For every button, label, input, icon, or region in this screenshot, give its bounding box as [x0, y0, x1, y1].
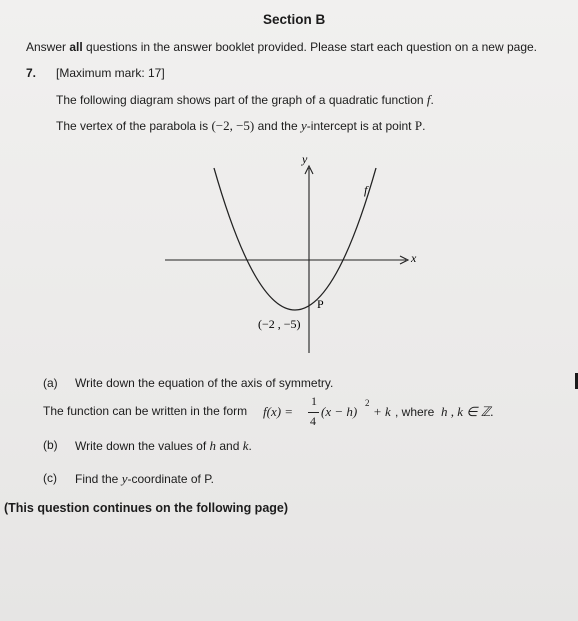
- instructions-post: questions in the answer booklet provided. Please start each question on a new page.: [82, 40, 537, 54]
- vertex-coords: (−2, −5): [211, 118, 255, 133]
- part-b-pre: Write down the values of: [75, 439, 207, 453]
- form-rhs: (x − h): [321, 404, 358, 419]
- vertex-point: P: [414, 118, 423, 133]
- fraction-bar: [308, 412, 319, 413]
- vertex-label: (−2 , −5): [258, 317, 301, 331]
- parabola-graph: [160, 148, 420, 358]
- section-title: Section B: [263, 12, 326, 27]
- part-a-label: (a): [43, 376, 58, 390]
- part-a-text: Write down the equation of the axis of symmetry.: [75, 376, 334, 390]
- part-b-h: h: [209, 438, 217, 453]
- vertex-line: The vertex of the parabola is (−2, −5) and the y-intercept is at point P.: [56, 118, 426, 133]
- part-c-post: -coordinate of P.: [127, 472, 214, 486]
- form-lhs: f(x) =: [263, 404, 294, 419]
- intro-line: The following diagram shows part of the graph of a quadratic function f.: [56, 92, 434, 107]
- part-c-label: (c): [43, 471, 57, 485]
- x-axis-label: x: [411, 251, 417, 265]
- curve-label: f: [364, 183, 368, 197]
- form-exponent: 2: [365, 398, 370, 408]
- intro-function: f: [426, 92, 431, 107]
- part-c-y: y: [121, 471, 128, 486]
- vertex-post: -intercept is at point: [306, 119, 412, 133]
- form-denominator: 4: [310, 414, 316, 428]
- form-condition: h , k ∈ ℤ.: [441, 404, 494, 419]
- point-p-label: P: [317, 297, 324, 311]
- part-b-label: (b): [43, 438, 58, 452]
- vertex-y: y: [301, 118, 307, 133]
- instructions: [26, 40, 537, 54]
- vertex-pre: The vertex of the parabola is: [56, 119, 209, 133]
- part-b-text: Write down the values of h and k.: [75, 438, 252, 453]
- form-pre: The function can be written in the form: [43, 404, 248, 418]
- intro-text: The following diagram shows part of the graph of a quadratic function: [56, 93, 424, 107]
- max-mark: [Maximum mark: 17]: [56, 66, 165, 80]
- parabola-curve: [214, 168, 376, 310]
- vertex-mid: and the: [257, 119, 298, 133]
- instructions-pre: Answer: [26, 40, 70, 54]
- part-c-pre: Find the: [75, 472, 119, 486]
- form-tail: + k: [373, 404, 391, 419]
- instructions-bold: all: [69, 40, 83, 54]
- part-b-k: k: [242, 438, 249, 453]
- part-c-text: [75, 471, 214, 487]
- y-axis-label: y: [302, 152, 308, 166]
- form-where: , where: [395, 405, 435, 419]
- form-numerator: 1: [311, 394, 317, 408]
- question-number: 7.: [26, 66, 37, 80]
- part-b-and: and: [219, 439, 240, 453]
- continue-footer: (This question continues on the following page): [4, 501, 289, 515]
